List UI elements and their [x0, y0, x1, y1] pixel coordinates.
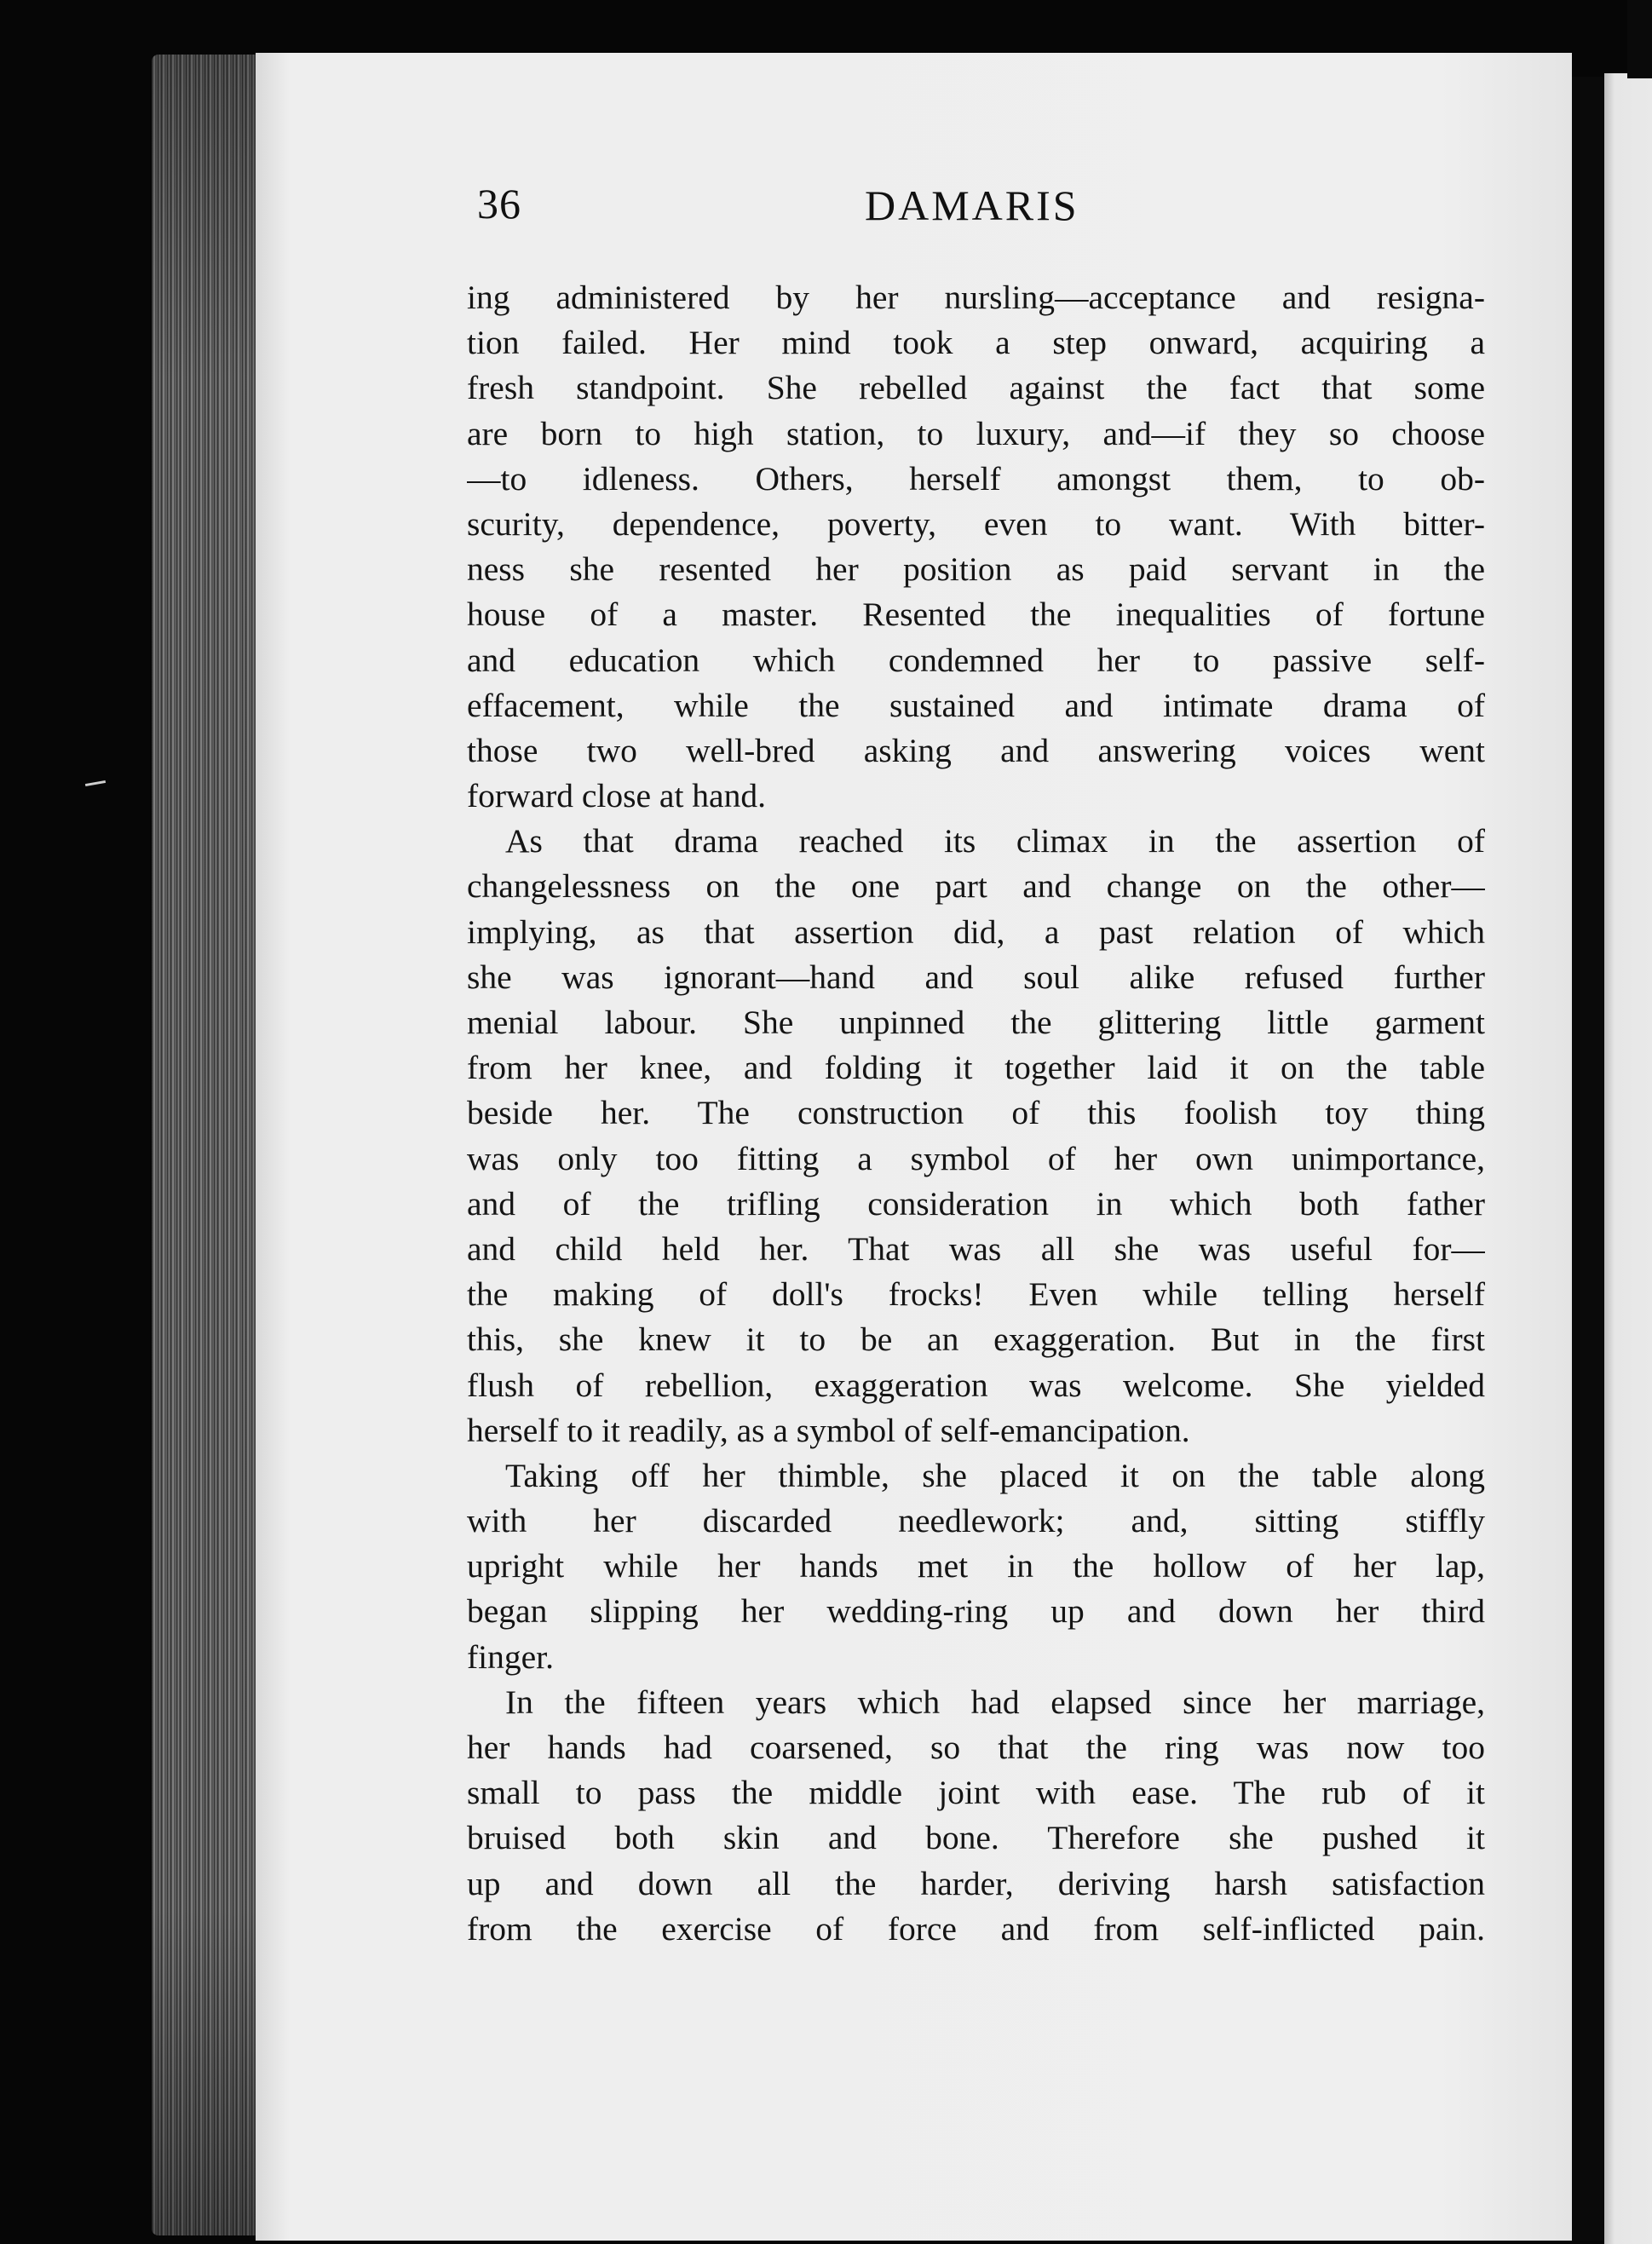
text-line: and of the trifling consideration in which both father — [467, 1184, 1485, 1223]
text-line: was only too fitting a symbol of her own unimportance, — [467, 1139, 1485, 1177]
text-line: implying, as that assertion did, a past relation of which — [467, 912, 1485, 951]
text-line: tion failed. Her mind took a step onward, acquiring a — [467, 324, 1485, 362]
text-line: are born to high station, to luxury, and—if they so choose — [467, 414, 1485, 452]
text-line: menial labour. She unpinned the glittering little garment — [467, 1004, 1485, 1041]
text-line: those two well-bred asking and answering voices went — [467, 731, 1485, 769]
facing-page-edge — [1604, 73, 1652, 2244]
text-line: herself to it readily, as a symbol of self-emancipation. — [467, 1411, 1190, 1449]
text-line: beside her. The construction of this foolish toy thing — [467, 1094, 1485, 1132]
text-line: with her discarded needlework; and, sitting stiffly — [467, 1502, 1485, 1540]
text-line: ing administered by her nursling—acceptance and resigna- — [467, 279, 1485, 316]
text-line: As that drama reached its climax in the assertion of — [505, 822, 1485, 860]
text-line: from her knee, and folding it together laid it on the table — [467, 1049, 1485, 1087]
text-line: forward close at hand. — [467, 777, 766, 815]
text-line: the making of doll's frocks! Even while telling herself — [467, 1275, 1485, 1314]
text-line: upright while her hands met in the hollow of her lap, — [467, 1547, 1485, 1585]
text-line: Taking off her thimble, she placed it on the table along — [505, 1456, 1485, 1494]
text-line: she was ignorant—hand and soul alike refused further — [467, 958, 1485, 996]
text-line: flush of rebellion, exaggeration was welcome. She yielded — [467, 1366, 1485, 1404]
text-line: effacement, while the sustained and intimate drama of — [467, 686, 1485, 724]
text-line: house of a master. Resented the inequalities of fortune — [467, 596, 1485, 634]
text-line: bruised both skin and bone. Therefore she pushed it — [467, 1819, 1485, 1857]
book-page-edges-shade — [152, 55, 264, 2235]
text-line: and education which condemned her to passive self- — [467, 641, 1485, 679]
text-line: began slipping her wedding-ring up and down her third — [467, 1592, 1485, 1631]
text-line: this, she knew it to be an exaggeration. But in the first — [467, 1321, 1485, 1359]
text-line: In the fifteen years which had elapsed since her marriage, — [505, 1683, 1485, 1721]
text-line: finger. — [467, 1637, 555, 1676]
page-number: 36 — [477, 180, 521, 227]
text-line: changelessness on the one part and change on the other— — [467, 867, 1485, 906]
text-line: and child held her. That was all she was useful for— — [467, 1229, 1485, 1268]
running-title: DAMARIS — [865, 181, 1079, 229]
text-line: from the exercise of force and from self-inflicted pain. — [467, 1909, 1485, 1948]
text-line: fresh standpoint. She rebelled against the fact that some — [467, 369, 1485, 407]
scanner-corner — [1627, 0, 1652, 78]
body-text — [467, 275, 1485, 1952]
text-line: up and down all the harder, deriving harsh satisfaction — [467, 1864, 1485, 1902]
text-line: scurity, dependence, poverty, even to want. With bitter- — [467, 504, 1485, 543]
text-line: ness she resented her position as paid servant in the — [467, 550, 1485, 589]
text-line: her hands had coarsened, so that the ring was now too — [467, 1729, 1485, 1766]
text-line: —to idleness. Others, herself amongst them, to ob- — [467, 459, 1485, 498]
book-gutter — [1572, 77, 1604, 2241]
text-line: small to pass the middle joint with ease. The rub of it — [467, 1774, 1485, 1812]
